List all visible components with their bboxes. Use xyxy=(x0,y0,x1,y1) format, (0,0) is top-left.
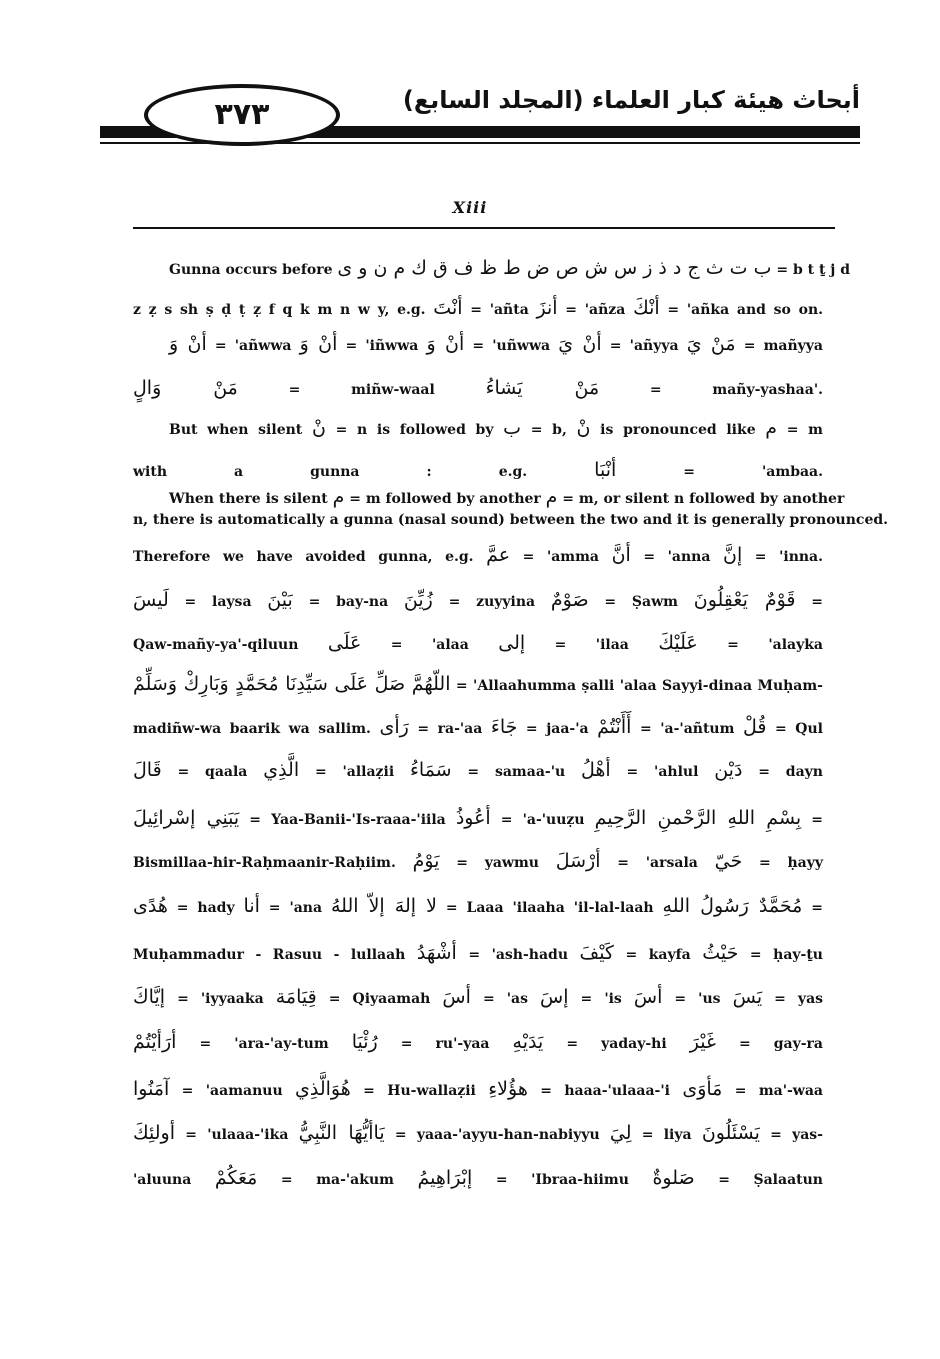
text-line: مَنْ وَالٍ = miñw-waal مَنْ يَشاءُ = mañy-yashaa'. xyxy=(133,377,823,399)
arabic-term: الَّذِي xyxy=(263,759,300,781)
text-line: Therefore we have avoided gunna, e.g. عمَّ = 'amma أنَّ = 'anna إنَّ = 'inna. xyxy=(133,544,823,566)
text-line: 'aluuna مَعَكُمْ = ma-'akum إبْرَاهِيمُ = 'Ibraa-hiimu صَلوةٌ = Ṣalaatun xyxy=(133,1167,823,1189)
text-line: أرَأيْتُمْ = 'ara-'ay-tum رُئْيَا = ru'-yaa يَدَيْهِ = yaday-hi غَيْرَ = gay-ra xyxy=(133,1031,823,1053)
arabic-term: رَأى xyxy=(379,716,409,738)
arabic-term: رُئْيَا xyxy=(351,1031,378,1053)
section-rule xyxy=(133,227,835,229)
arabic-term: مَنْ يَشاءُ xyxy=(485,377,600,399)
arabic-term: أشْهَدُ xyxy=(416,942,457,964)
arabic-term: هؤُلاءِ xyxy=(488,1078,528,1100)
arabic-term: قِيَامَة xyxy=(275,986,317,1008)
text-line: But when silent نْ = n is followed by ب = b, نْ is pronounced like م = m xyxy=(169,417,823,439)
arabic-term: يَسَ xyxy=(732,986,763,1008)
arabic-term: ب ت ث ج د ذ ز س ش ص ض ط ظ ف ق ك م ن و ى xyxy=(337,257,772,279)
arabic-term: إسَ xyxy=(540,986,569,1008)
arabic-term: سَمَاءُ xyxy=(409,759,452,781)
text-line: Gunna occurs before ب ت ث ج د ذ ز س ش ص ض ط ظ ف ق ك م ن و ى = b t ṯ j d xyxy=(169,257,851,279)
arabic-term: م xyxy=(332,486,345,508)
arabic-term: مُحَمَّدٌ رَسُولُ اللهِ xyxy=(662,895,803,917)
arabic-term: أعُوذُ xyxy=(455,807,491,829)
text-line: When there is silent م = m followed by another م = m, or silent n followed by another xyxy=(169,486,845,508)
arabic-term: إيَّاكَ xyxy=(133,986,166,1008)
arabic-term: قَالَ xyxy=(133,759,162,781)
text-line: madiñw-wa baarik wa sallim. رَأى = ra-'aa جَاءَ = jaa-'a أَأَنْتُمْ = 'a-'añtum قُلْ = Qul xyxy=(133,716,823,738)
arabic-term: زُيِّنَ xyxy=(403,589,433,611)
arabic-term: أسَ xyxy=(633,986,663,1008)
arabic-term: م xyxy=(545,486,558,508)
arabic-term: لَيسَ xyxy=(133,589,169,611)
arabic-term: أنْ وَ xyxy=(169,333,207,355)
arabic-term: أنْ يَ xyxy=(558,333,602,355)
arabic-term: أنْ وَ xyxy=(426,333,465,355)
arabic-term: نْ xyxy=(311,417,326,439)
text-line: لَيسَ = laysa بَيْنَ = bay-na زُيِّنَ = zuyyina صَوْمٌ = Ṣawm قَوْمٌ يَعْقِلُونَ = xyxy=(133,589,823,611)
arabic-term: عَلَى xyxy=(327,632,362,654)
section-marker: Xiii xyxy=(452,198,488,217)
arabic-term: حَيْثُ xyxy=(702,942,739,964)
arabic-term: قُلْ xyxy=(742,716,767,738)
arabic-term: اللّهُمَّ صَلِّ عَلَى سَيِّدِنَا مُحَمَّدٍ وَبَارِكْ وَسَلِّمْ xyxy=(133,673,451,695)
arabic-term: إنَّ xyxy=(723,544,743,566)
arabic-term: صَلوةٌ xyxy=(652,1167,695,1189)
page-number-oval xyxy=(144,84,340,146)
arabic-term: يَوْمُ xyxy=(412,850,440,872)
arabic-term: مَأوَى xyxy=(682,1078,723,1100)
arabic-term: هُدًى xyxy=(133,895,168,917)
text-line: أولئِكَ = 'ulaaa-'ika يَاأيُّهَا النَّبِيُّ = yaaa-'ayyu-han-nabiyyu لِيَ = liya يَسْئَلُونَ = yas- xyxy=(133,1122,823,1144)
arabic-term: يَبَنِي إسْرائِيلَ xyxy=(133,807,240,829)
text-line: n, there is automatically a gunna (nasal sound) between the two and it is generally pronounced. xyxy=(133,512,889,528)
arabic-term: أَأَنْتُمْ xyxy=(597,716,632,738)
arabic-term: مَنْ وَالٍ xyxy=(133,377,238,399)
text-line: يَبَنِي إسْرائِيلَ = Yaa-Banii-'Is-raaa-'iila أعُوذُ = 'a-'uuẓu بِسْمِ اللهِ الرَّحْمنِ الرَّحِيمِ = xyxy=(133,807,824,829)
text-line: Muḥammadur - Rasuu - lullaah أشْهَدُ = 'ash-hadu كَيْفَ = kayfa حَيْثُ = ḥay-ṯu xyxy=(133,942,823,964)
arabic-term: عَلَيْكَ xyxy=(658,632,698,654)
arabic-term: يَاأيُّهَا النَّبِيُّ xyxy=(298,1122,385,1144)
arabic-term: غَيْرَ xyxy=(689,1031,716,1053)
text-line: اللّهُمَّ صَلِّ عَلَى سَيِّدِنَا مُحَمَّدٍ وَبَارِكْ وَسَلِّمْ = 'Allaahumma ṣalli 'alaa Sayyi-dinaa Muḥam- xyxy=(133,673,823,695)
arabic-term: ب xyxy=(503,417,522,439)
arabic-term: أنْكَ xyxy=(633,297,660,319)
text-line: أنْ وَ = 'añwwa أنْ وَ = 'iñwwa أنْ وَ = 'uñwwa أنْ يَ = 'añyya مَنْ يَ = mañyya xyxy=(169,333,823,355)
arabic-term: بَيْنَ xyxy=(267,589,293,611)
arabic-term: لِيَ xyxy=(609,1122,632,1144)
arabic-term: قَوْمٌ يَعْقِلُونَ xyxy=(693,589,796,611)
arabic-term: جَاءَ xyxy=(490,716,518,738)
arabic-term: لا إلهَ إلاّ اللهُ xyxy=(330,895,437,917)
arabic-term: صَوْمٌ xyxy=(550,589,589,611)
arabic-term: أرْسَلَ xyxy=(555,850,601,872)
arabic-term: أرَأيْتُمْ xyxy=(133,1031,177,1053)
arabic-term: إبْرَاهِيمُ xyxy=(417,1167,473,1189)
arabic-term: مَنْ يَ xyxy=(686,333,736,355)
arabic-term: إلى xyxy=(498,632,526,654)
arabic-term: هُوَالَّذِي xyxy=(295,1078,351,1100)
arabic-term: نْ xyxy=(576,417,591,439)
arabic-term: يَسْئَلُونَ xyxy=(701,1122,760,1144)
arabic-term: عمَّ xyxy=(486,544,511,566)
arabic-term: أنْ وَ xyxy=(299,333,338,355)
text-line: هُدًى = hady أنا = 'ana لا إلهَ إلاّ اللهُ = Laaa 'ilaaha 'il-lal-laah مُحَمَّدٌ رَسُولُ اللهِ = xyxy=(133,895,823,917)
text-line: with a gunna : e.g. أنْبَا = 'ambaa. xyxy=(133,459,823,481)
arabic-term: أهْلُ xyxy=(580,759,611,781)
arabic-term: أسَ xyxy=(442,986,471,1008)
text-line: قَالَ = qaala الَّذِي = 'allaẓii سَمَاءُ = samaa-'u أهْلُ = 'ahlul دَيْن = dayn xyxy=(133,759,823,781)
arabic-term: م xyxy=(765,417,778,439)
text-line: إيَّاكَ = 'iyyaaka قِيَامَة = Qiyaamah أسَ = 'as إسَ = 'is أسَ = 'us يَسَ = yas xyxy=(133,986,824,1008)
arabic-term: أنْبَا xyxy=(594,459,617,481)
arabic-term: كَيْفَ xyxy=(579,942,614,964)
arabic-term: دَيْن xyxy=(714,759,743,781)
text-line: Qaw-mañy-ya'-qiluun عَلَى = 'alaa إلى = 'ilaa عَلَيْكَ = 'alayka xyxy=(133,632,823,654)
arabic-term: حَيّ xyxy=(714,850,743,872)
arabic-term: بِسْمِ اللهِ الرَّحْمنِ الرَّحِيمِ xyxy=(594,807,802,829)
arabic-term: مَعَكُمْ xyxy=(214,1167,258,1189)
arabic-term: أولئِكَ xyxy=(133,1122,175,1144)
text-line: z ẓ s sh ṣ ḍ ṭ ẓ f q k m n w y, e.g. أنْتَ = 'añta أنزَ = 'añza أنْكَ = 'añka and so on. xyxy=(133,297,823,319)
text-line: آمَنُوا = 'aamanuu هُوَالَّذِي = Hu-wallaẓii هؤُلاءِ = haaa-'ulaaa-'i مَأوَى = ma'-waa xyxy=(133,1078,823,1100)
running-title: أبحاث هيئة كبار العلماء (المجلد السابع) xyxy=(402,86,860,114)
arabic-term: أنا xyxy=(243,895,260,917)
arabic-term: آمَنُوا xyxy=(133,1078,170,1100)
arabic-term: أنزَ xyxy=(536,297,558,319)
page-number: ٣٧٣ xyxy=(214,97,270,132)
text-line: Bismillaa-hir-Raḥmaanir-Raḥiim. يَوْمُ = yawmu أرْسَلَ = 'arsala حَيّ = ḥayy xyxy=(133,850,823,872)
arabic-term: أنْتَ xyxy=(433,297,463,319)
arabic-term: أنَّ xyxy=(611,544,631,566)
arabic-term: يَدَيْهِ xyxy=(512,1031,544,1053)
page-header xyxy=(100,72,860,152)
